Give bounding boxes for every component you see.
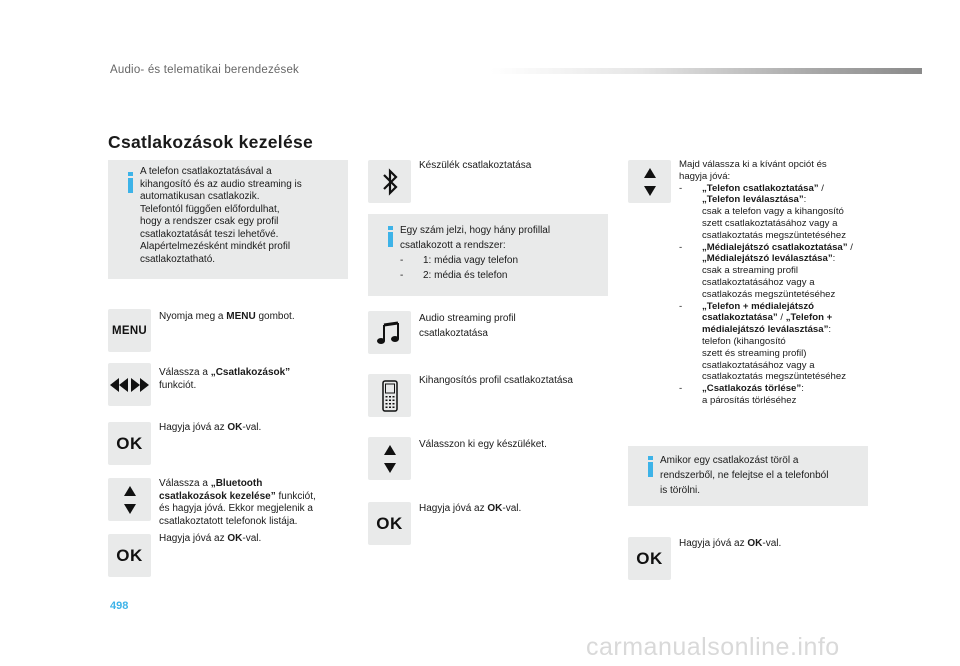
phone-button[interactable] <box>368 374 411 417</box>
info-box-profiles <box>368 214 608 296</box>
option-delete: - „Csatlakozás törlése”: a párosítás törléséhez <box>679 383 804 406</box>
up-down-arrows-icon <box>380 442 400 476</box>
device-connect-label: Készülék csatlakoztatása <box>419 160 532 171</box>
info-box-delete-reminder <box>628 446 868 506</box>
up-down-arrows-button-2[interactable] <box>368 437 411 480</box>
options-list: Majd válassza ki a kívánt opciót és hagyja jóvá: - „Telefon csatlakoztatása” / „Telefon leválasztása”: csak a telefon vagy a kihangosító szett csatlakoztatásához vagy a csatlakoztatás megszüntetéséhez - „Médialejátszó csatlakoztatása” / „Médialejátszó leválasztása”: csak a streaming profil csatlakoztatásához vagy a csatlakozás megszüntetéséhez - „Telefon + médialejátszó csatlakoztatása” / „Telefon + médialejátszó leválasztása”: telefon (kihangosító szett és streaming profil) csatlakoztatásához vagy a csatlakoztatás megszüntetéséhez - „Csatlakozás törlése”: a párosítás törléséhez <box>679 159 879 407</box>
up-down-arrows-icon <box>120 483 140 517</box>
menu-button-label: MENU <box>111 324 148 337</box>
step-confirm-ok-3: Hagyja jóvá az OK-val. <box>419 503 522 514</box>
step-confirm-ok-1: Hagyja jóvá az OK-val. <box>159 422 262 433</box>
left-right-arrows-button[interactable] <box>108 363 151 406</box>
option-media: - „Médialejátszó csatlakoztatása” / „Médialejátszó leválasztása”: csak a streaming profil csatlakoztatásához vagy a csatlakozás megszüntetéséhez <box>679 241 853 300</box>
music-button[interactable] <box>368 311 411 354</box>
ok-button[interactable] <box>108 422 151 465</box>
info-text: Egy szám jelzi, hogy hány profillal csatlakozott a rendszer: - 1: média vagy telefon - 2: média és telefon <box>400 225 551 281</box>
up-down-arrows-icon <box>640 165 660 199</box>
ok-button-2[interactable] <box>108 534 151 577</box>
ok-button-4[interactable] <box>628 537 671 580</box>
ok-button-label: OK <box>376 513 403 533</box>
audio-streaming-label: Audio streaming profil csatlakoztatása <box>419 313 516 339</box>
phone-icon <box>380 380 400 412</box>
step-confirm-ok-2: Hagyja jóvá az OK-val. <box>159 533 262 544</box>
page-title: Csatlakozások kezelése <box>108 132 314 152</box>
info-icon <box>382 226 400 248</box>
info-text: Amikor egy csatlakozást töröl a rendszerből, ne felejtse el a telefonból is törölni. <box>660 455 829 496</box>
page-number: 498 <box>110 600 129 612</box>
select-device-label: Válasszon ki egy készüléket. <box>419 439 547 450</box>
left-right-arrows-icon <box>108 375 151 395</box>
info-icon <box>122 172 140 194</box>
music-note-icon <box>376 319 404 347</box>
up-down-arrows-button[interactable] <box>108 478 151 521</box>
menu-button[interactable] <box>108 309 151 352</box>
ok-button-label: OK <box>116 433 143 453</box>
section-header: Audio- és telematikai berendezések <box>110 64 299 76</box>
bluetooth-button[interactable] <box>368 160 411 203</box>
step-press-menu: Nyomja meg a MENU gombot. <box>159 311 295 322</box>
bluetooth-icon <box>380 165 400 199</box>
info-box-auto-connect <box>108 160 348 279</box>
ok-button-3[interactable] <box>368 502 411 545</box>
option-telefon: - „Telefon csatlakoztatása” / „Telefon leválasztása”: csak a telefon vagy a kihangosító szett csatlakoztatásához vagy a csatlakoztatás megszüntetéséhez <box>679 182 846 241</box>
ok-button-label: OK <box>116 545 143 565</box>
step-select-bluetooth: Válassza a „Bluetooth csatlakozások kezelése” funkciót, és hagyja jóvá. Ekkor megjelenik a csatlakoztatott telefonok listája. <box>159 478 316 527</box>
info-icon <box>642 456 660 478</box>
up-down-arrows-button-3[interactable] <box>628 160 671 203</box>
option-telefon-media: - „Telefon + médialejátszó csatlakoztatása” / „Telefon + médialejátszó leválasztása”: telefon (kihangosító szett és streaming profil) csatlakoztatásához vagy a csatlakoztatás megszüntetéséhez <box>679 300 846 383</box>
header-rule <box>490 68 922 74</box>
info-text: A telefon csatlakoztatásával a kihangosító és az audio streaming is automatikusan csatlakozik. Telefontól függően előfordulhat, hogy a rendszer csak egy profil csatlakoztatását teszi lehetővé. Alapértelmezésként mindkét profil csatlakoztatható. <box>140 166 302 265</box>
handsfree-label: Kihangosítós profil csatlakoztatása <box>419 375 573 386</box>
watermark: carmanualsonline.info <box>586 633 840 661</box>
ok-button-label: OK <box>636 548 663 568</box>
step-confirm-ok-4: Hagyja jóvá az OK-val. <box>679 538 782 549</box>
step-select-connections: Válassza a „Csatlakozások” funkciót. <box>159 367 291 391</box>
